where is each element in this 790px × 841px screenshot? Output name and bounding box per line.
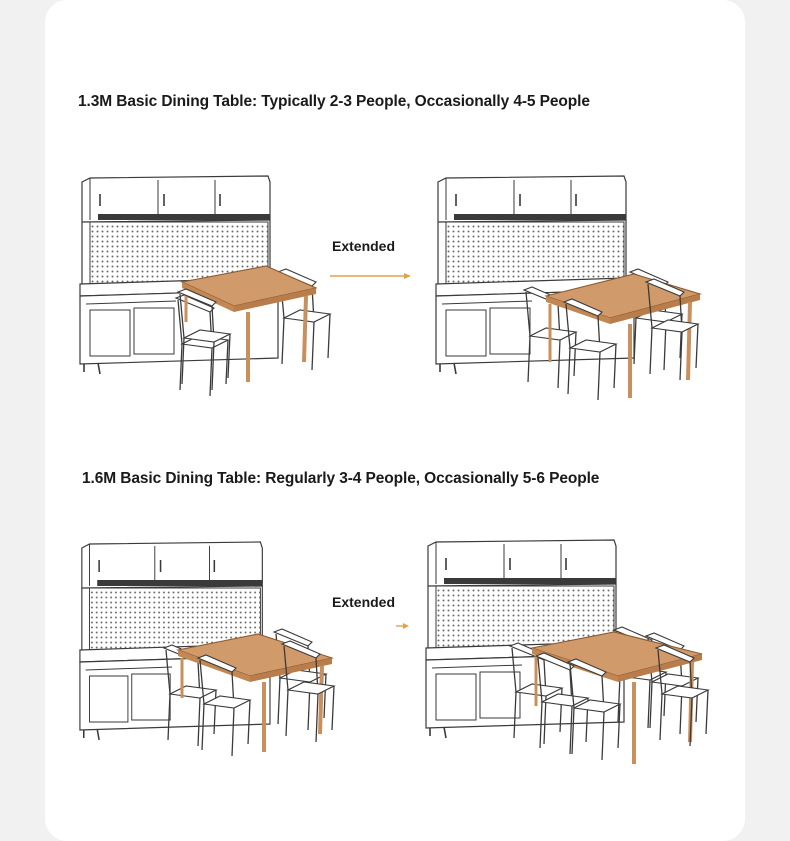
extended-label-2: Extended xyxy=(332,594,396,610)
extended-label-1: Extended xyxy=(332,238,396,254)
illustration-1-6m-basic xyxy=(78,538,348,763)
arrow-right-icon xyxy=(396,620,410,632)
illustration-1-3m-extended xyxy=(434,172,714,407)
illustration-1-3m-basic xyxy=(78,172,323,392)
section-title-1-6m: 1.6M Basic Dining Table: Regularly 3-4 People, Occasionally 5-6 People xyxy=(82,470,600,487)
section-title-1-3m: 1.3M Basic Dining Table: Typically 2-3 People, Occasionally 4-5 People xyxy=(78,93,590,110)
arrow-right-icon xyxy=(330,270,412,282)
illustration-1-6m-extended xyxy=(424,536,719,771)
